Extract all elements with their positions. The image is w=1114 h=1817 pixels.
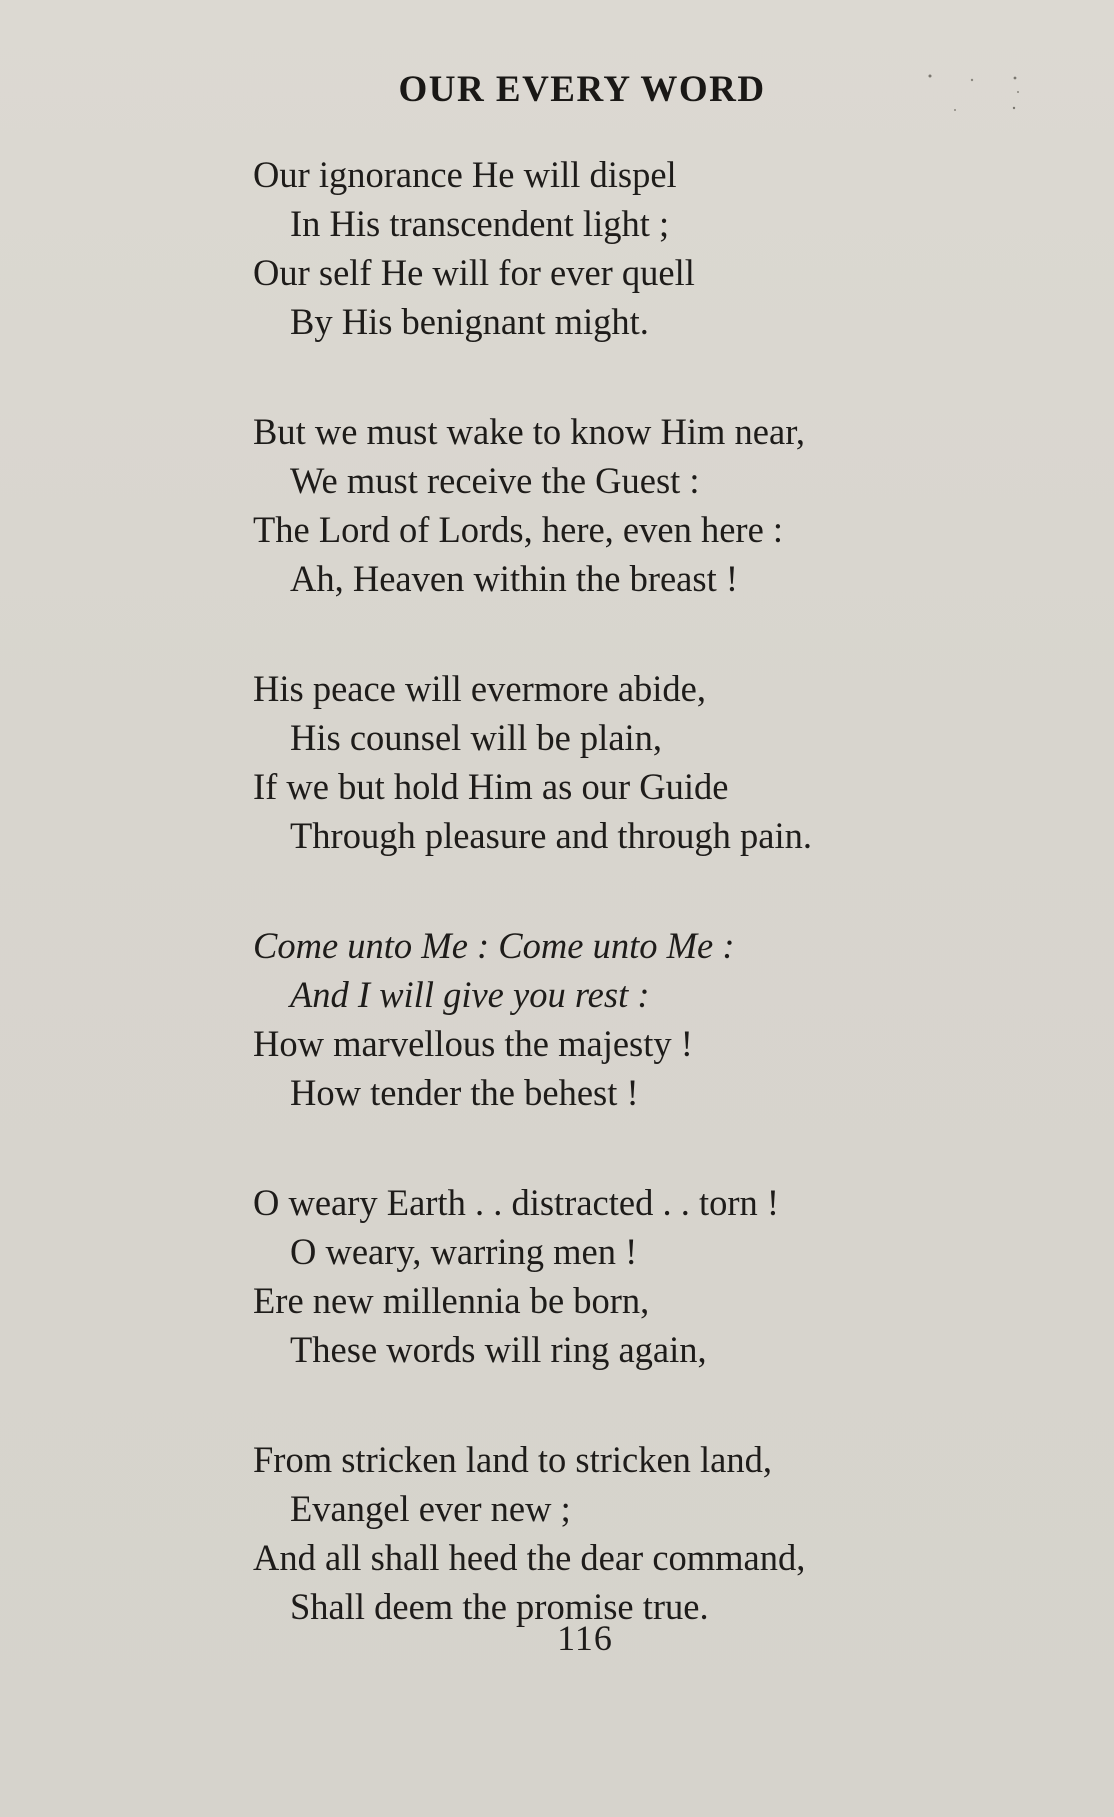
stanza-1 <box>253 150 953 346</box>
poem-line: From stricken land to stricken land, <box>253 1439 773 1480</box>
poem-line: And all shall heed the dear command, <box>253 1537 806 1578</box>
poem-line-italic: And I will give you rest : <box>290 974 650 1015</box>
poem-line: If we but hold Him as our Guide <box>253 766 729 807</box>
stanza-4 <box>253 921 953 1117</box>
stanza-5 <box>253 1178 953 1374</box>
stanza-2 <box>253 407 953 603</box>
poem-line: Shall deem the promise true. <box>290 1586 709 1627</box>
poem-line: In His transcendent light ; <box>290 203 670 244</box>
poem-line: But we must wake to know Him near, <box>253 411 806 452</box>
poem-line: Ah, Heaven within the breast ! <box>290 558 738 599</box>
poem-line: Our ignorance He will dispel <box>253 154 677 195</box>
poem-line: We must receive the Guest : <box>290 460 700 501</box>
poem-line: His peace will evermore abide, <box>253 668 707 709</box>
poem-line: O weary Earth . . distracted . . torn ! <box>253 1182 780 1223</box>
poem-line: By His benignant might. <box>290 301 649 342</box>
poem-line: O weary, warring men ! <box>290 1231 638 1272</box>
poem-line: Through pleasure and through pain. <box>290 815 813 856</box>
poem-line: The Lord of Lords, here, even here : <box>253 509 784 550</box>
poem-line: How marvellous the majesty ! <box>253 1023 693 1064</box>
running-title: OUR EVERY WORD <box>398 69 766 110</box>
poem-line: Ere new millennia be born, <box>253 1280 650 1321</box>
poem-line: These words will ring again, <box>290 1329 707 1370</box>
poem-line: His counsel will be plain, <box>290 717 663 758</box>
poem <box>253 150 953 1692</box>
page-number: 116 <box>557 1618 613 1658</box>
poem-line: Our self He will for ever quell <box>253 252 695 293</box>
poem-line-italic: Come unto Me : Come unto Me : <box>253 925 735 966</box>
stanza-3 <box>253 664 953 860</box>
poem-line: Evangel ever new ; <box>290 1488 571 1529</box>
stanza-6 <box>253 1435 953 1631</box>
poem-line: How tender the behest ! <box>290 1072 639 1113</box>
